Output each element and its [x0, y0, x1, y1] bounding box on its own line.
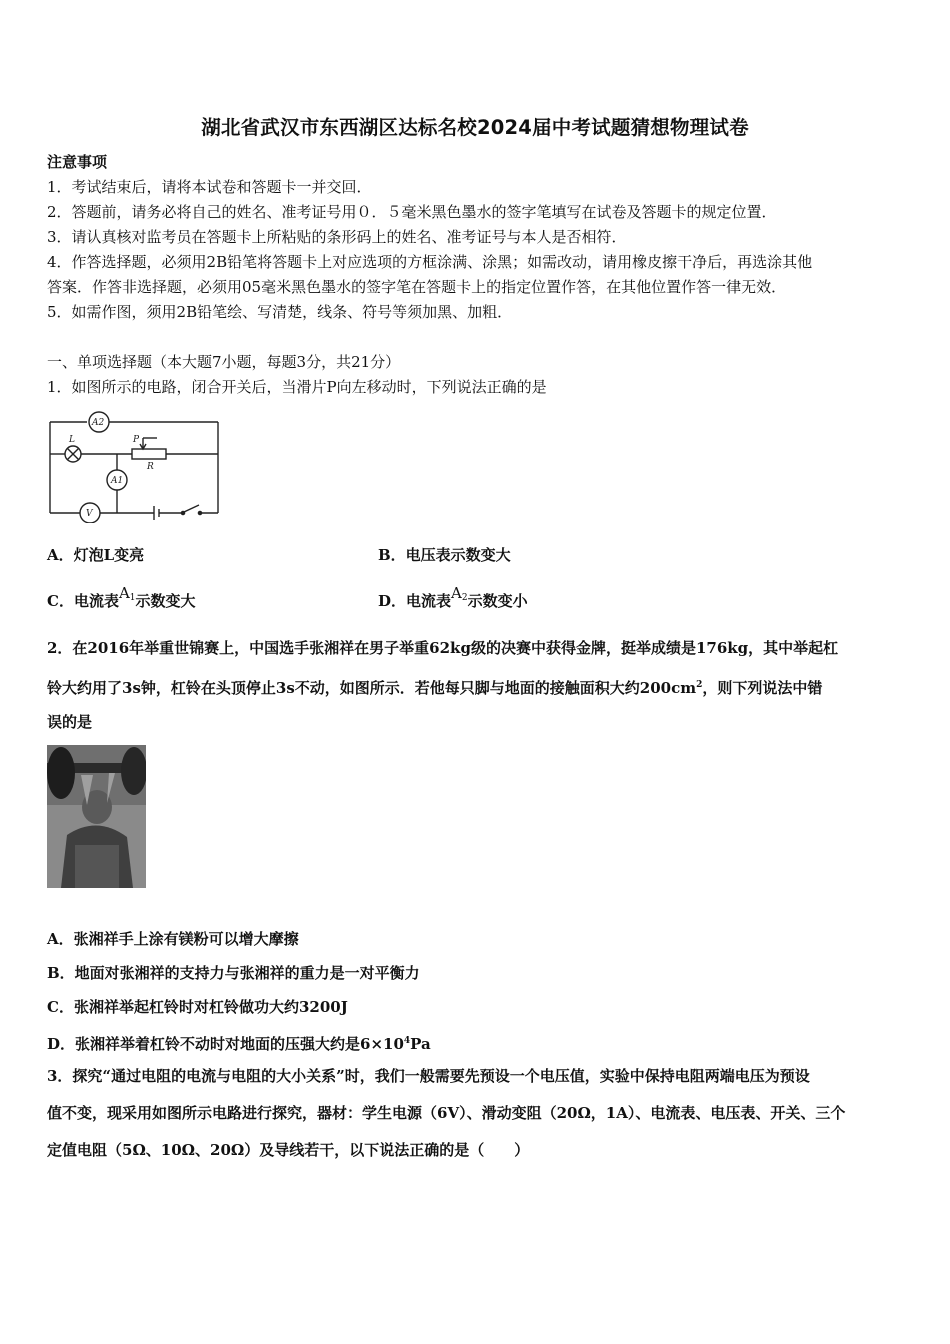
- q1-option-a: A．灯泡L变亮: [47, 546, 145, 564]
- q2-option-c: C．张湘祥举起杠铃时对杠铃做功大约3200J: [47, 998, 348, 1016]
- a1-symbol: A1: [118, 584, 136, 603]
- question-1-stem: 1．如图所示的电路，闭合开关后，当滑片P向左移动时，下列说法正确的是: [47, 378, 547, 396]
- label-p: P: [133, 435, 140, 445]
- q3-stem-line3: 定值电阻（5Ω、10Ω、20Ω）及导线若干，以下说法正确的是（ ）: [47, 1141, 530, 1159]
- q2-option-b: B．地面对张湘祥的支持力与张湘祥的重力是一对平衡力: [47, 964, 420, 982]
- q2-stem-line3: 误的是: [47, 713, 93, 731]
- q1-option-b: B．电压表示数变大: [378, 546, 511, 564]
- label-r: R: [147, 462, 154, 472]
- notice-item: 3．请认真核对监考员在答题卡上所粘贴的条形码上的姓名、准考证号与本人是否相符．: [47, 228, 627, 246]
- label-l: L: [69, 435, 75, 445]
- page-title: 湖北省武汉市东西湖区达标名校2024届中考试题猜想物理试卷: [201, 116, 749, 139]
- label-v: V: [86, 509, 93, 519]
- notice-item: 5．如需作图，须用2B铅笔绘、写清楚，线条、符号等须加黑、加粗．: [47, 303, 513, 321]
- section-heading: 一、单项选择题（本大题7小题，每题3分，共21分）: [47, 353, 401, 371]
- weightlifter-photo: [47, 745, 146, 888]
- q1-option-d-prefix: D．电流表: [378, 592, 452, 610]
- notice-item: 答案．作答非选择题，必须用05毫米黑色墨水的签字笔在答题卡上的指定位置作答，在其他位置作答一律无效．: [47, 278, 787, 296]
- q1-option-d: [378, 584, 528, 614]
- q3-stem-line1: 3．探究“通过电阻的电流与电阻的大小关系”时，我们一般需要先预设一个电压值，实验中保持电阻两端电压为预设: [47, 1067, 810, 1085]
- q3-stem-line2: 值不变，现采用如图所示电路进行探究，器材：学生电源（6V）、滑动变阻（20Ω，1A）、电流表、电压表、开关、三个: [47, 1104, 846, 1122]
- q2-stem-line2: 铃大约用了3s钟，杠铃在头顶停止3s不动，如图所示．若他每只脚与地面的接触面积大约$200cm^2$，则下列说法中错: [47, 679, 823, 697]
- circuit-diagram: [47, 408, 223, 523]
- label-a2: A2: [92, 418, 105, 428]
- q1-option-c-prefix: C．电流表: [47, 592, 119, 610]
- notice-item: 1．考试结束后，请将本试卷和答题卡一并交回．: [47, 178, 372, 196]
- q1-option-c: [47, 584, 196, 614]
- notice-item: 4．作答选择题，必须用2B铅笔将答题卡上对应选项的方框涂满、涂黑；如需改动，请用橡皮擦干净后，再选涂其他: [47, 253, 813, 271]
- notice-item: 2．答题前，请务必将自己的姓名、准考证号用０．５毫米黑色墨水的签字笔填写在试卷及答题卡的规定位置．: [47, 203, 777, 221]
- q2-stem-line1: 2．在2016年举重世锦赛上，中国选手张湘祥在男子举重62kg级的决赛中获得金牌，挺举成绩是176kg，其中举起杠: [47, 639, 839, 657]
- q2-option-a: A．张湘祥手上涂有镁粉可以增大摩擦: [47, 930, 299, 948]
- a2-symbol: A2: [451, 584, 468, 603]
- q1-option-d-suffix: 示数变小: [467, 592, 528, 610]
- q2-option-d: D．张湘祥举着杠铃不动时对地面的压强大约是$6\times 10^4Pa$: [47, 1035, 431, 1053]
- notice-heading: 注意事项: [47, 153, 108, 171]
- label-a1: A1: [111, 476, 124, 486]
- q1-option-c-suffix: 示数变大: [135, 592, 196, 610]
